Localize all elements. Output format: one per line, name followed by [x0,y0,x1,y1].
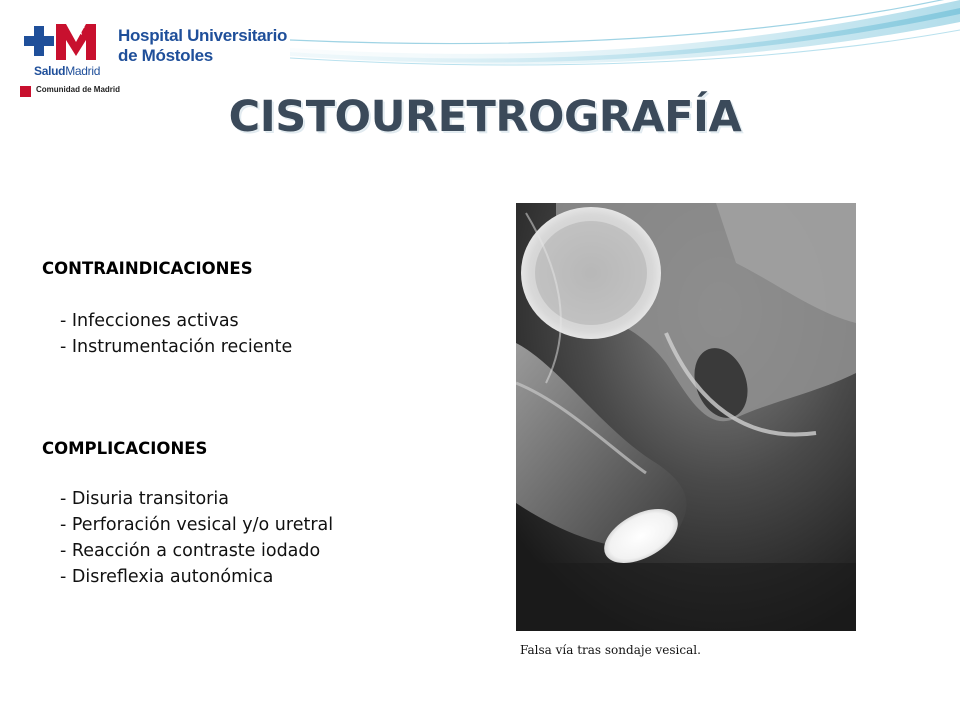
logo-hospital-name-line1: Hospital Universitario [118,26,288,45]
hospital-logo [20,20,292,82]
comunidad-de-madrid-label: Comunidad de Madrid [36,85,120,94]
complications-heading: COMPLICACIONES [42,439,208,458]
logo-hospital-name-line2: de Móstoles [118,46,213,65]
xray-image [516,203,856,631]
list-item: - Disuria transitoria [60,489,229,509]
list-item: - Instrumentación reciente [60,337,293,357]
logo-salud-bold: Salud [34,64,66,78]
complications-list [60,486,333,590]
logo-salud-rest: Madrid [65,64,101,78]
contraindications-heading: CONTRAINDICACIONES [42,259,253,278]
list-item: - Disreflexia autonómica [60,567,274,587]
figure-caption: Falsa vía tras sondaje vesical. [520,643,701,657]
list-item: - Reacción a contraste iodado [60,541,321,561]
xray-illustration [516,203,856,631]
logo-salud-madrid [34,64,100,78]
contraindications-list [60,308,292,360]
page-title: CISTOURETROGRAFÍA [228,92,742,142]
list-item: - Infecciones activas [60,311,239,331]
salud-madrid-emblem-icon [20,20,116,66]
comunidad-flag-icon [20,86,31,97]
list-item: - Perforación vesical y/o uretral [60,515,334,535]
